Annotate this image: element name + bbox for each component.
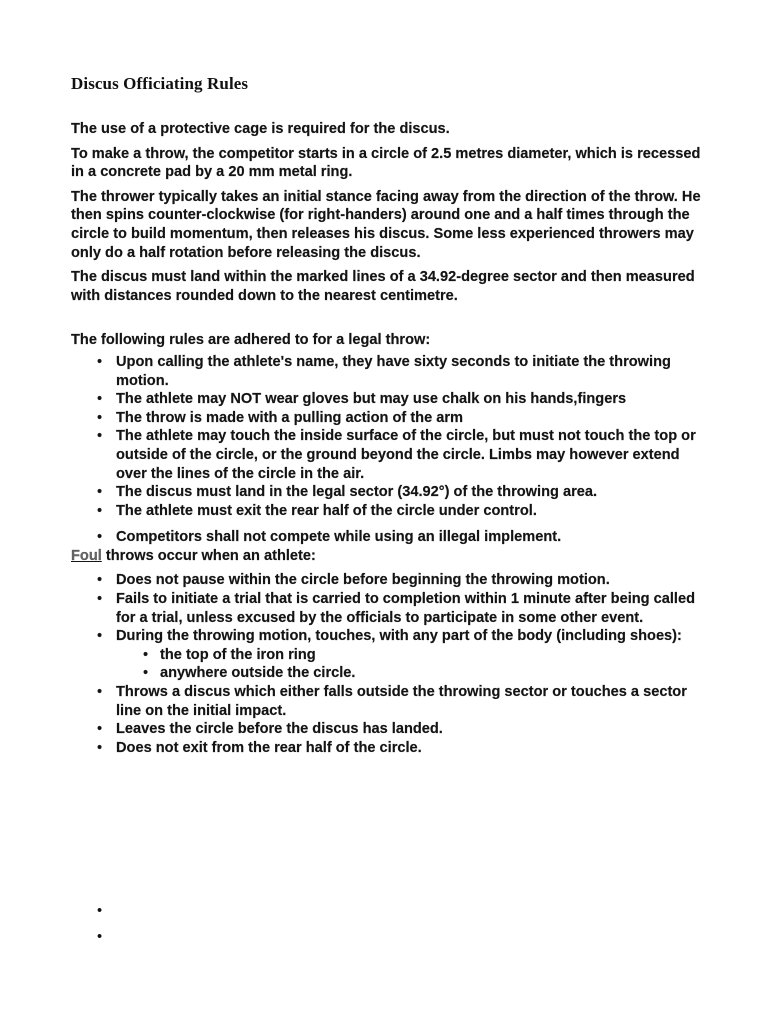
- list-item: • Fails to initiate a trial that is carried to completion within 1 minute after being called for a trial, unless excused by the officials to participate in some other event.: [71, 590, 711, 627]
- document-body: [71, 120, 711, 757]
- list-item: • The throw is made with a pulling action of the arm: [71, 409, 711, 428]
- stance-description: The thrower typically takes an initial stance facing away from the direction of the throw. He then spins counter-clockwise (for right-handers) around one and a half times through the circle to build momentum, then releases his discus. Some less experienced throwers may only do a half rotation before releasing the discus.: [71, 188, 701, 261]
- legal-rules-list: [71, 353, 711, 547]
- foul-heading: Foul throws occur when an athlete:: [71, 547, 316, 564]
- list-item: • The discus must land in the legal sector (34.92°) of the throwing area.: [71, 483, 711, 502]
- list-item: • The athlete may touch the inside surface of the circle, but must not touch the top or outside of the circle, or the ground beyond the circle. Limbs may however extend over the lines of the circle in the air.: [71, 427, 711, 483]
- list-item: • Leaves the circle before the discus has landed.: [71, 720, 711, 739]
- empty-bullets: [97, 898, 102, 950]
- list-item: • The athlete may NOT wear gloves but may use chalk on his hands,fingers: [71, 390, 711, 409]
- foul-link[interactable]: Foul: [71, 547, 102, 564]
- circle-description: To make a throw, the competitor starts in a circle of 2.5 metres diameter, which is recessed in a concrete pad by a 20 mm metal ring.: [71, 145, 701, 181]
- list-item: • Does not exit from the rear half of the circle.: [71, 739, 711, 758]
- document-title: Discus Officiating Rules: [71, 74, 249, 93]
- list-item: • During the throwing motion, touches, with any part of the body (including shoes): • the top of the iron ring • anywhere outside the circle.: [71, 627, 711, 683]
- list-item: • The athlete must exit the rear half of the circle under control.: [71, 502, 711, 521]
- list-item: • Competitors shall not compete while using an illegal implement.: [71, 528, 711, 547]
- legal-throw-lead: The following rules are adhered to for a legal throw:: [71, 332, 431, 349]
- sub-list-item: • the top of the iron ring: [116, 646, 711, 665]
- list-item: • Upon calling the athlete's name, they have sixty seconds to initiate the throwing motion.: [71, 353, 711, 390]
- sub-list-item: • anywhere outside the circle.: [116, 664, 711, 683]
- landing-description: The discus must land within the marked lines of a 34.92-degree sector and then measured with distances rounded down to the nearest centimetre.: [71, 269, 695, 304]
- foul-rules-list: [71, 571, 711, 757]
- empty-bullet: •: [97, 929, 103, 945]
- cage-requirement: The use of a protective cage is required for the discus.: [71, 121, 450, 137]
- sub-list: [116, 646, 711, 683]
- empty-bullet: •: [97, 903, 103, 919]
- list-item: • Throws a discus which either falls outside the throwing sector or touches a sector line on the initial impact.: [71, 683, 711, 720]
- list-item: • Does not pause within the circle before beginning the throwing motion.: [71, 571, 711, 590]
